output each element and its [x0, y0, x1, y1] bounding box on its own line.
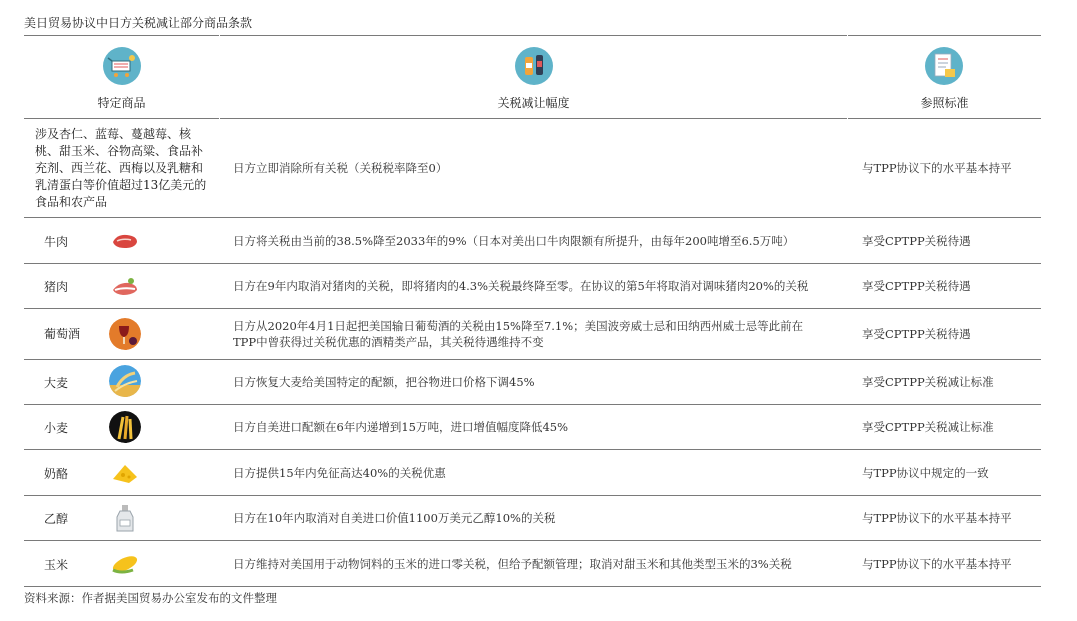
reduction-text: 日方将关税由当前的38.5%降至2033年的9%（日本对美出口牛肉限额有所提升，由每年200吨增至6.5万吨） [233, 233, 795, 248]
goods-description: 涉及杏仁、蓝莓、蔓越莓、核桃、甜玉米、谷物高粱、食品补充剂、西兰花、西梅以及乳糖和乳清蛋白等价值超过13亿美元的食品和农产品 [35, 126, 207, 209]
goods-name: 乙醇 [44, 512, 69, 526]
corn-icon [109, 548, 141, 580]
goods-name: 大麦 [44, 376, 69, 390]
goods-name: 玉米 [44, 558, 69, 572]
bottom-rule [24, 586, 1041, 587]
reduction-text: 日方在10年内取消对自美进口价值1100万美元乙醇10%的关税 [233, 511, 556, 525]
pork-icon [109, 270, 141, 302]
ethanol-icon [109, 502, 141, 534]
header-goods: 特定商品 [97, 96, 146, 110]
shopping-cart-icon [103, 47, 141, 85]
reduction-text: 日方立即消除所有关税（关税税率降至0） [233, 161, 448, 175]
reference-text: 与TPP协议下的水平基本持平 [862, 556, 1012, 571]
reference-text: 与TPP协议中规定的一致 [862, 465, 989, 480]
beef-icon [109, 224, 141, 256]
column-gap [219, 30, 220, 590]
goods-name: 牛肉 [44, 235, 69, 249]
source-note: 资料来源：作者据美国贸易办公室发布的文件整理 [24, 591, 277, 605]
table-title: 美日贸易协议中日方关税减让部分商品条款 [24, 16, 253, 30]
reference-text: 享受CPTPP关税减让标准 [862, 420, 994, 434]
reference-text: 与TPP协议下的水平基本持平 [862, 161, 1012, 175]
goods-name: 葡萄酒 [44, 327, 81, 341]
wheat-icon [109, 411, 141, 443]
reference-text: 享受CPTPP关税待遇 [862, 233, 971, 248]
reference-text: 与TPP协议下的水平基本持平 [862, 511, 1012, 525]
top-rule [24, 35, 1041, 36]
goods-name: 奶酪 [44, 467, 69, 481]
reduction-text: 日方维持对美国用于动物饲料的玉米的进口零关税，但给予配额管理；取消对甜玉米和其他类型玉米的3%关税 [233, 556, 792, 571]
bottle-icon [515, 47, 553, 85]
reduction-text: 日方提供15年内免征高达40%的关税优惠 [233, 465, 446, 480]
reduction-text: 日方恢复大麦给美国特定的配额，把谷物进口价格下调45% [233, 375, 535, 389]
reduction-text: 日方从2020年4月1日起把美国输日葡萄酒的关税由15%降至7.1%；美国波旁威士忌和田纳西州威士忌等此前在TPP中曾获得过关税优惠的酒精类产品，其关税待遇维持不变 [233, 319, 804, 349]
header-rule [24, 118, 1041, 119]
header-reference: 参照标准 [920, 96, 969, 110]
goods-name: 猪肉 [44, 280, 69, 294]
barley-icon [109, 365, 141, 397]
reduction-text: 日方在9年内取消对猪肉的关税，即将猪肉的4.3%关税最终降至零。在协议的第5年将取消对调味猪肉20%的关税 [233, 279, 809, 293]
wine-icon [109, 318, 141, 350]
header-reduction: 关税减让幅度 [497, 96, 570, 110]
column-gap [847, 30, 848, 590]
goods-name: 小麦 [44, 421, 69, 435]
reference-text: 享受CPTPP关税待遇 [862, 327, 971, 341]
document-icon [925, 47, 963, 85]
cheese-icon [109, 457, 141, 489]
reference-text: 享受CPTPP关税待遇 [862, 279, 971, 293]
reduction-text: 日方自美进口配额在6年内递增到15万吨，进口增值幅度降低45% [233, 420, 569, 434]
reference-text: 享受CPTPP关税减让标准 [862, 375, 994, 389]
